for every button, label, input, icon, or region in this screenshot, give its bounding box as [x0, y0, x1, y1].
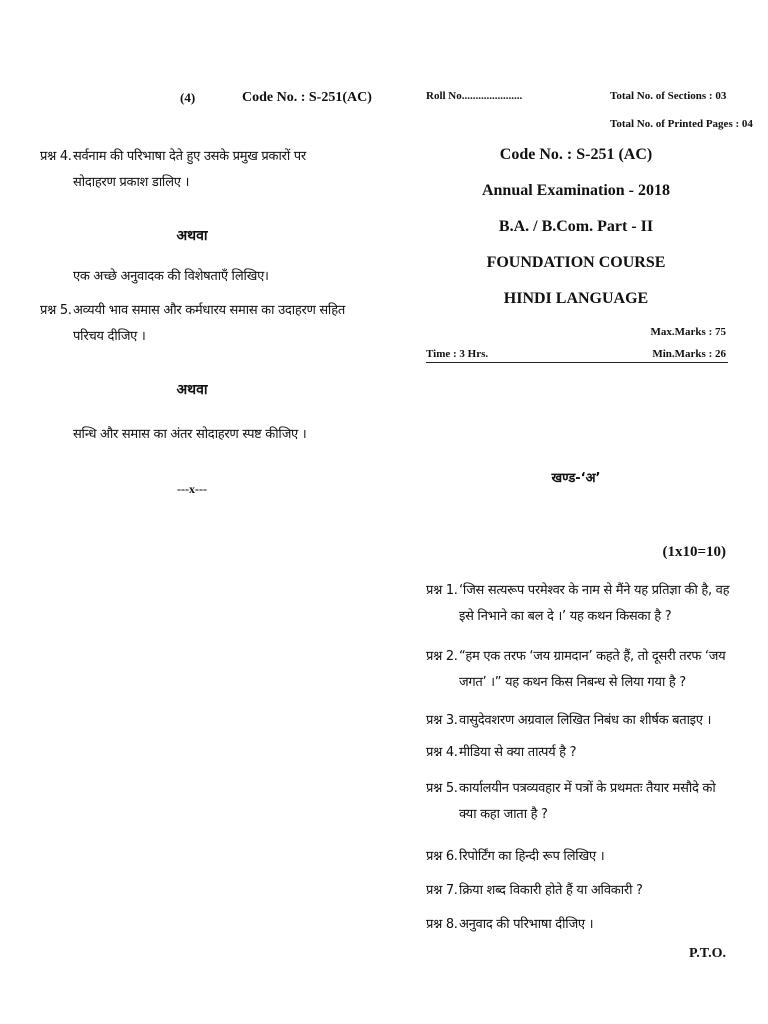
subject-title: HINDI LANGUAGE [503, 290, 649, 307]
question-text: क्रिया शब्द विकारी होते हैं या अविकारी ? [459, 883, 643, 898]
question-label: प्रश्न 5. [426, 781, 458, 796]
question-label: प्रश्न 2. [426, 649, 458, 664]
question-text: ‘जिस सत्यरूप परमेश्वर के नाम से मैंने यह प्रतिज्ञा की है, वह इसे निभाने का बल दे ।’ यह कथन किसका है ? [459, 583, 730, 624]
question-text: अनुवाद की परिभाषा दीजिए । [459, 917, 594, 932]
section-title: खण्ड-‘अ’ [551, 471, 601, 486]
question-7 [426, 878, 731, 904]
question-label: प्रश्न 4. [40, 149, 72, 164]
exam-title: Annual Examination - 2018 [481, 182, 671, 199]
left-code-number: Code No. : S-251(AC) [242, 90, 372, 105]
or-separator-2: अथवा [176, 382, 208, 398]
total-sections: Total No. of Sections : 03 [610, 90, 727, 102]
left-question-5 [40, 298, 345, 350]
header-divider [426, 362, 728, 363]
question-4 [426, 740, 731, 766]
course-title: FOUNDATION COURSE [486, 254, 666, 271]
left-page-header [0, 90, 384, 110]
question-6 [426, 844, 731, 870]
code-number: Code No. : S-251 (AC) [499, 146, 653, 163]
question-text: मीडिया से क्या तात्पर्य है ? [459, 745, 577, 760]
left-question-4 [40, 144, 345, 196]
question-label: प्रश्न 1. [426, 583, 458, 598]
question-text: सर्वनाम की परिभाषा देते हुए उसके प्रमुख प्रकारों पर सोदाहरण प्रकाश डालिए । [73, 149, 306, 190]
page-number: (4) [180, 90, 196, 105]
roll-number: Roll No...................... [426, 90, 523, 102]
question-label: प्रश्न 3. [426, 713, 458, 728]
min-marks: Min.Marks : 26 [652, 348, 726, 360]
question-text: सन्धि और समास का अंतर सोदाहरण स्पष्ट कीजिए । [73, 427, 307, 442]
end-mark: ---x--- [177, 482, 207, 496]
class-title: B.A. / B.Com. Part - II [498, 218, 654, 235]
or-separator-1: अथवा [176, 228, 208, 244]
total-printed-pages: Total No. of Printed Pages : 04 [610, 118, 753, 130]
please-turn-over: P.T.O. [689, 946, 726, 961]
question-5 [426, 776, 731, 828]
marks-scheme: (1x10=10) [662, 544, 726, 560]
question-text: कार्यालयीन पत्रव्यवहार में पत्रों के प्रथमतः तैयार मसौदे को क्या कहा जाता है ? [459, 781, 716, 822]
question-label: प्रश्न 4. [426, 745, 458, 760]
question-label: प्रश्न 7. [426, 883, 458, 898]
question-text: रिपोर्टिंग का हिन्दी रूप लिखिए । [459, 849, 605, 864]
left-alt-question-4 [40, 264, 345, 290]
question-text: वासुदेवशरण अग्रवाल लिखित निबंध का शीर्षक बताइए । [459, 713, 712, 728]
max-marks: Max.Marks : 75 [650, 326, 726, 338]
question-3 [426, 708, 731, 734]
left-alt-question-5 [40, 422, 345, 448]
question-label: प्रश्न 8. [426, 917, 458, 932]
question-label: प्रश्न 6. [426, 849, 458, 864]
question-text: एक अच्छे अनुवादक की विशेषताएँ लिखिए। [73, 269, 269, 284]
question-2 [426, 644, 731, 696]
question-text: अव्ययी भाव समास और कर्मधारय समास का उदाहरण सहित परिचय दीजिए । [73, 303, 345, 344]
question-1 [426, 578, 731, 630]
right-page [384, 0, 768, 1024]
question-label: प्रश्न 5. [40, 303, 72, 318]
question-8 [426, 912, 731, 938]
exam-time: Time : 3 Hrs. [426, 348, 489, 360]
question-text: “हम एक तरफ ‘जय ग्रामदान’ कहते हैं, तो दूसरी तरफ ‘जय जगत’ ।” यह कथन किस निबन्ध से लिया गया है ? [459, 649, 726, 690]
